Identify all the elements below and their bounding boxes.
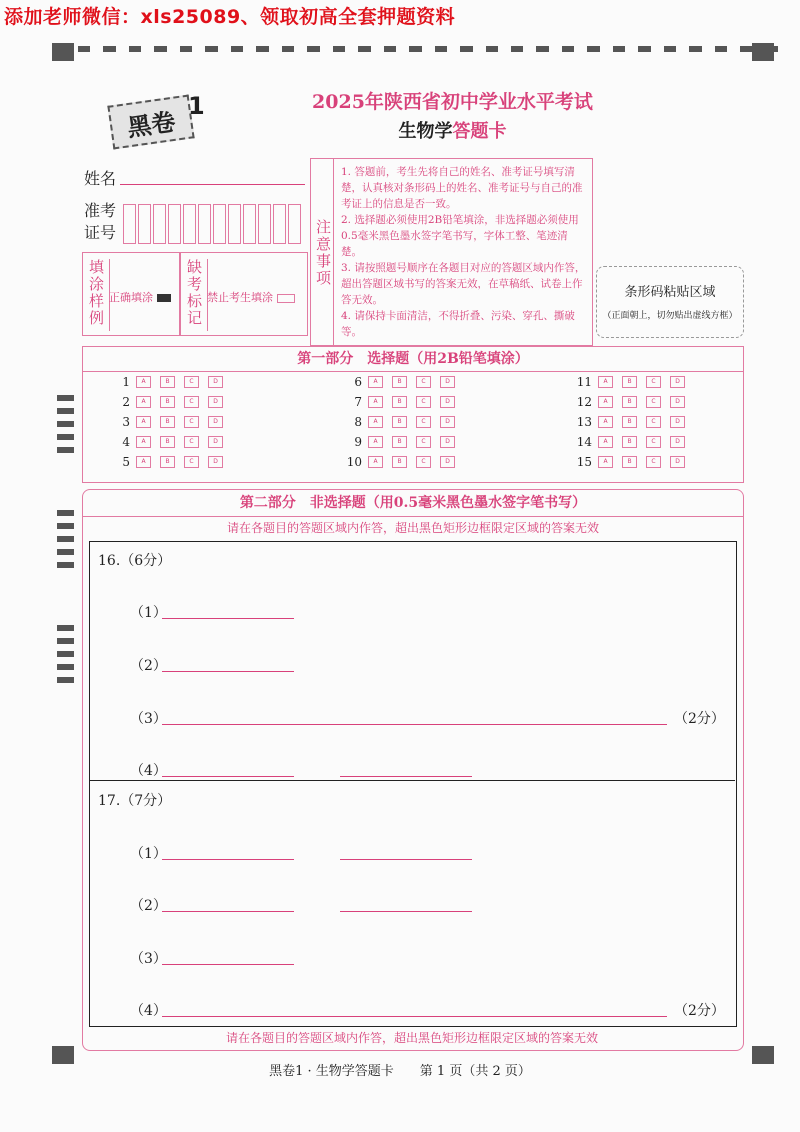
page-footer: 黑卷1 · 生物学答题卡 第 1 页（共 2 页） bbox=[269, 1064, 531, 1079]
mc-option-bubble[interactable]: B bbox=[392, 436, 407, 448]
mc-option-bubble[interactable]: C bbox=[416, 436, 431, 448]
mc-question-number: 12 bbox=[576, 395, 592, 409]
mc-option-bubble[interactable]: D bbox=[208, 436, 223, 448]
mc-question[interactable] bbox=[108, 455, 232, 469]
fill-example-box: 填涂样例 正确填涂 bbox=[82, 252, 180, 336]
mc-question[interactable] bbox=[108, 415, 232, 429]
mc-question[interactable] bbox=[340, 415, 464, 429]
q16-sub4: （4） bbox=[130, 763, 167, 779]
q16-label: 16.（6分） bbox=[98, 553, 172, 569]
mc-question-number: 13 bbox=[576, 415, 592, 429]
mc-option-bubble[interactable]: B bbox=[622, 416, 637, 428]
mc-option-bubble[interactable]: A bbox=[368, 436, 383, 448]
mc-question[interactable] bbox=[570, 455, 694, 469]
part2-bottom-note: 请在各题目的答题区域内作答，超出黑色矩形边框限定区域的答案无效 bbox=[225, 1031, 598, 1045]
mc-option-bubble[interactable]: D bbox=[440, 376, 455, 388]
mc-question[interactable] bbox=[340, 455, 464, 469]
mc-question-number: 1 bbox=[122, 375, 130, 389]
q17-answer-1a[interactable] bbox=[162, 841, 294, 860]
q17-label: 17.（7分） bbox=[98, 793, 172, 809]
q17-answer-2a[interactable] bbox=[162, 893, 294, 912]
mc-question-number: 4 bbox=[122, 435, 130, 449]
mc-option-bubble[interactable]: D bbox=[670, 456, 685, 468]
q17-answer-3[interactable] bbox=[162, 946, 294, 965]
q16-answer-1[interactable] bbox=[162, 600, 294, 619]
mc-option-bubble[interactable]: B bbox=[392, 456, 407, 468]
corner-mark bbox=[752, 43, 774, 61]
mc-option-bubble[interactable]: C bbox=[184, 416, 199, 428]
mc-question[interactable] bbox=[340, 435, 464, 449]
q17-sub1: （1） bbox=[130, 846, 167, 862]
mc-question[interactable] bbox=[570, 395, 694, 409]
mc-option-bubble[interactable]: A bbox=[136, 396, 151, 408]
q16-answer-3[interactable] bbox=[162, 706, 667, 725]
q16-answer-4b[interactable] bbox=[340, 758, 472, 777]
q16-sub2: （2） bbox=[130, 658, 167, 674]
mc-option-bubble[interactable]: B bbox=[622, 396, 637, 408]
mc-option-bubble[interactable]: C bbox=[184, 376, 199, 388]
mc-option-bubble[interactable]: A bbox=[136, 376, 151, 388]
mc-option-bubble[interactable]: B bbox=[160, 436, 175, 448]
mc-option-bubble[interactable]: B bbox=[160, 376, 175, 388]
mc-option-bubble[interactable]: C bbox=[416, 456, 431, 468]
mc-option-bubble[interactable]: B bbox=[622, 456, 637, 468]
mc-question-number: 14 bbox=[576, 435, 592, 449]
mc-option-bubble[interactable]: B bbox=[392, 376, 407, 388]
mc-option-bubble[interactable]: D bbox=[440, 456, 455, 468]
mc-question-number: 2 bbox=[122, 395, 130, 409]
mc-option-bubble[interactable]: D bbox=[208, 376, 223, 388]
exam-id-label: 准考 证号 bbox=[84, 201, 117, 242]
mc-option-bubble[interactable]: C bbox=[646, 436, 661, 448]
mc-option-bubble[interactable]: D bbox=[440, 396, 455, 408]
mc-option-bubble[interactable]: B bbox=[160, 456, 175, 468]
mc-option-bubble[interactable]: D bbox=[670, 416, 685, 428]
mc-question-number: 7 bbox=[354, 395, 362, 409]
q16-answer-4a[interactable] bbox=[162, 758, 294, 777]
mc-option-bubble[interactable]: A bbox=[598, 436, 613, 448]
q17-sub2: （2） bbox=[130, 898, 167, 914]
mc-option-bubble[interactable]: C bbox=[184, 456, 199, 468]
mc-option-bubble[interactable]: A bbox=[136, 436, 151, 448]
mc-option-bubble[interactable]: A bbox=[368, 396, 383, 408]
mc-option-bubble[interactable]: A bbox=[368, 456, 383, 468]
part2-title: 第二部分 非选择题（用0.5毫米黑色墨水签字笔书写） bbox=[83, 490, 743, 517]
mc-option-bubble[interactable]: B bbox=[160, 416, 175, 428]
mc-option-bubble[interactable]: C bbox=[416, 416, 431, 428]
mc-option-bubble[interactable]: A bbox=[598, 456, 613, 468]
mc-question-number: 11 bbox=[576, 375, 592, 389]
mc-option-bubble[interactable]: D bbox=[440, 416, 455, 428]
mc-option-bubble[interactable]: D bbox=[440, 436, 455, 448]
mc-option-bubble[interactable]: D bbox=[670, 396, 685, 408]
mc-option-bubble[interactable]: B bbox=[160, 396, 175, 408]
mc-question[interactable] bbox=[570, 415, 694, 429]
part1-title: 第一部分 选择题（用2B铅笔填涂） bbox=[83, 347, 743, 372]
mc-question[interactable] bbox=[340, 395, 464, 409]
name-label: 姓名 bbox=[84, 169, 117, 188]
correct-fill-text: 正确填涂 bbox=[109, 289, 171, 305]
timing-marks-left-3 bbox=[57, 625, 74, 690]
notes-list: 1. 答题前，考生先将自己的姓名、准考证号填写清楚，认真核对条形码上的姓名、准考证号与自己的准考证上的信息是否一致。 2. 选择题必须使用2B铅笔填涂，非选择题必须使用0.5毫米黑色墨水签字笔书写，字体工整、笔迹清楚。 3. 请按照题号顺序在各题目对应的答题区域内作答，超出答题区域书写的答案无效，在草稿纸、试卷上作答无效。 4. 请保持卡面清洁，不得折叠、污染、穿孔、撕破等。 bbox=[341, 166, 586, 338]
mc-option-bubble[interactable]: B bbox=[622, 376, 637, 388]
mc-question[interactable] bbox=[570, 435, 694, 449]
mc-option-bubble[interactable]: A bbox=[368, 376, 383, 388]
mc-option-bubble[interactable]: A bbox=[368, 416, 383, 428]
q17-sub4: （4） bbox=[130, 1003, 167, 1019]
q16-sub3: （3） bbox=[130, 711, 167, 727]
part2-note: 请在各题目的答题区域内作答，超出黑色矩形边框限定区域的答案无效 bbox=[226, 521, 599, 535]
timing-marks-left-2 bbox=[57, 510, 74, 575]
paper-stamp: 黑卷 bbox=[107, 95, 194, 150]
q16-answer-2[interactable] bbox=[162, 653, 294, 672]
mc-option-bubble[interactable]: D bbox=[208, 416, 223, 428]
exam-subtitle: 生物学答题卡 bbox=[398, 121, 507, 142]
mc-option-bubble[interactable]: D bbox=[670, 376, 685, 388]
timing-marks-top bbox=[78, 46, 778, 56]
exam-title: 2025年陕西省初中学业水平考试 bbox=[312, 91, 593, 113]
absent-mark-text: 禁止考生填涂 bbox=[207, 289, 295, 305]
mc-question[interactable] bbox=[108, 395, 232, 409]
mc-question[interactable] bbox=[108, 435, 232, 449]
q17-answer-1b[interactable] bbox=[340, 841, 472, 860]
q17-answer-2b[interactable] bbox=[340, 893, 472, 912]
mc-option-bubble[interactable]: A bbox=[136, 416, 151, 428]
mc-option-bubble[interactable]: B bbox=[392, 396, 407, 408]
mc-option-bubble[interactable]: C bbox=[184, 436, 199, 448]
mc-option-bubble[interactable]: C bbox=[646, 376, 661, 388]
barcode-area: 条形码粘贴区域 （正面朝上，切勿贴出虚线方框） bbox=[596, 266, 744, 338]
mc-question-number: 8 bbox=[354, 415, 362, 429]
mc-question[interactable] bbox=[340, 375, 464, 389]
mc-option-bubble[interactable]: A bbox=[136, 456, 151, 468]
timing-marks-left-1 bbox=[57, 395, 74, 460]
mc-option-bubble[interactable]: A bbox=[598, 396, 613, 408]
q17-score4: （2分） bbox=[674, 1003, 725, 1019]
mc-option-bubble[interactable]: C bbox=[646, 416, 661, 428]
mc-question-number: 3 bbox=[122, 415, 130, 429]
q17-answer-4[interactable] bbox=[162, 998, 667, 1017]
mc-option-bubble[interactable]: D bbox=[208, 396, 223, 408]
mc-question-number: 6 bbox=[354, 375, 362, 389]
mc-option-bubble[interactable]: B bbox=[622, 436, 637, 448]
mc-question[interactable] bbox=[570, 375, 694, 389]
mc-option-bubble[interactable]: D bbox=[208, 456, 223, 468]
mc-question[interactable] bbox=[108, 375, 232, 389]
mc-option-bubble[interactable]: C bbox=[646, 456, 661, 468]
mc-question-number: 10 bbox=[346, 455, 362, 469]
mc-option-bubble[interactable]: A bbox=[598, 416, 613, 428]
mc-option-bubble[interactable]: C bbox=[416, 396, 431, 408]
mc-option-bubble[interactable]: C bbox=[646, 396, 661, 408]
exam-id-boxes[interactable] bbox=[123, 204, 303, 248]
paper-stamp-number: 1 bbox=[188, 92, 205, 120]
notes-box: 注意事项 1. 答题前，考生先将自己的姓名、准考证号填写清楚，认真核对条形码上的姓名、准考证号与自己的准考证上的信息是否一致。 2. 选择题必须使用2B铅笔填涂，非选择题必须使用0.5毫米黑色墨水签字笔书写，字体工整、笔迹清楚。 3. 请按照题号顺序在各题目对应的答题区域内作答，超出答题区域书写的答案无效，在草稿纸、试卷上作答无效。 4. 请保持卡面清洁，不得折叠、污染、穿孔、撕破等。 bbox=[310, 158, 593, 346]
q16-sub1: （1） bbox=[130, 605, 167, 621]
name-input[interactable] bbox=[120, 184, 305, 185]
mc-question-number: 15 bbox=[576, 455, 592, 469]
question-divider bbox=[89, 780, 735, 781]
mc-question-number: 9 bbox=[354, 435, 362, 449]
mc-option-bubble[interactable]: D bbox=[670, 436, 685, 448]
mc-question-number: 5 bbox=[122, 455, 130, 469]
promo-banner: 添加老师微信：xls25089、领取初高全套押题资料 bbox=[4, 6, 456, 28]
mc-option-bubble[interactable]: A bbox=[598, 376, 613, 388]
q17-sub3: （3） bbox=[130, 951, 167, 967]
q16-score3: （2分） bbox=[674, 711, 725, 727]
corner-mark bbox=[52, 43, 74, 61]
mc-option-bubble[interactable]: C bbox=[416, 376, 431, 388]
absent-mark-box: 缺考标记 禁止考生填涂 bbox=[180, 252, 308, 336]
mc-option-bubble[interactable]: C bbox=[184, 396, 199, 408]
mc-option-bubble[interactable]: B bbox=[392, 416, 407, 428]
